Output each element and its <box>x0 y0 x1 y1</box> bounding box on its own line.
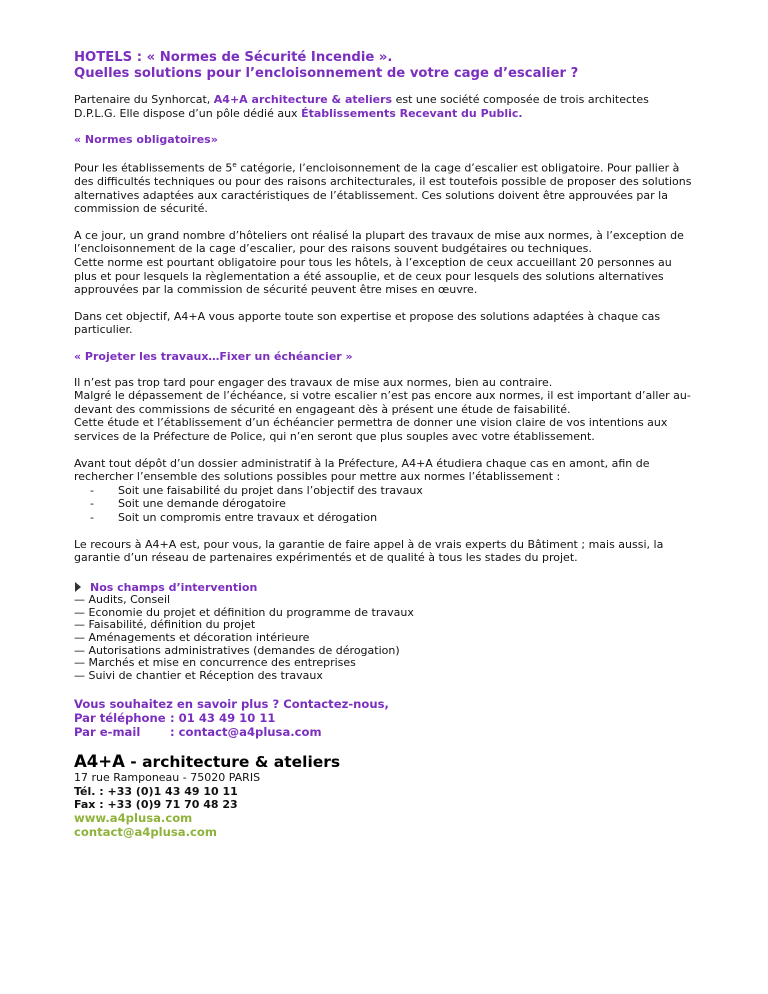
paragraph-line: des difficultés techniques ou pour des raisons architecturales, il est toutefois possible de proposer des solutions <box>74 175 692 189</box>
intro-text: D.P.L.G. Elle dispose d’un pôle dédié aux <box>74 106 302 120</box>
company-block <box>74 753 704 839</box>
paragraph-line: commission de sécurité. <box>74 202 208 216</box>
phone-value[interactable]: : 01 43 49 10 11 <box>170 711 276 726</box>
list-item: — Suivi de chantier et Réception des travaux <box>74 668 323 682</box>
list-item-text: Soit une faisabilité du projet dans l’objectif des travaux <box>118 483 423 497</box>
list-marker: - <box>90 510 94 524</box>
section-heading-normes: « Normes obligatoires» <box>74 133 218 147</box>
title-line-2: Quelles solutions pour l’encloisonnement de votre cage d’escalier ? <box>74 66 579 81</box>
paragraph-line: Malgré le dépassement de l’échéance, si votre escalier n’est pas encore aux normes, il est important d’aller au- <box>74 389 691 403</box>
paragraph-line: Il n’est pas trop tard pour engager des travaux de mise aux normes, bien au contraire. <box>74 375 553 389</box>
company-website-link[interactable]: www.a4plusa.com <box>74 811 193 826</box>
contact-cta: Vous souhaitez en savoir plus ? Contactez-nous, <box>74 697 389 712</box>
phone-label: Par téléphone <box>74 711 166 726</box>
paragraph-line: alternatives adaptées aux caractéristiques de l’établissement. Ces solutions doivent être approuvées par la <box>74 188 668 202</box>
company-logo-text: A4+A <box>74 752 125 772</box>
paragraph-line: l’encloisonnement de la cage d’escalier, pour des raisons souvent budgétaires ou techniques. <box>74 242 592 256</box>
document-title <box>74 50 704 82</box>
paragraph-line: Cette étude et l’établissement d’un échéancier permettra de donner une vision claire de vos intentions aux <box>74 416 668 430</box>
paragraph-line: Cette norme est pourtant obligatoire pour tous les hôtels, à l’exception de ceux accueillant 20 personnes au <box>74 256 672 269</box>
paragraph-line: A ce jour, un grand nombre d’hôteliers ont réalisé la plupart des travaux de mise aux normes, à l’exception de <box>74 228 684 242</box>
list-item: — Economie du projet et définition du programme de travaux <box>74 605 414 619</box>
intro-paragraph <box>74 93 704 120</box>
title-line-1: HOTELS : « Normes de Sécurité Incendie ». <box>74 50 393 65</box>
triangle-bullet-icon <box>75 582 81 592</box>
contact-phone-row <box>74 711 704 725</box>
list-item: — Autorisations administratives (demandes de dérogation) <box>74 643 400 657</box>
paragraph-line: Avant tout dépôt d’un dossier administratif à la Préfecture, A4+A étudiera chaque cas en amont, afin de <box>74 456 650 470</box>
paragraph-line: services de la Préfecture de Police, qui n’en seront que plus souples avec votre établissement. <box>74 429 595 443</box>
fields-section <box>74 581 704 683</box>
normes-paragraph-2 <box>74 229 704 297</box>
list-marker: - <box>90 483 94 497</box>
projeter-paragraph-3 <box>74 538 704 565</box>
list-item: — Marchés et mise en concurrence des entreprises <box>74 656 356 670</box>
paragraph-line: garantie d’un réseau de partenaires expérimentés et de qualité à tous les stades du projet. <box>74 551 578 565</box>
superscript: e <box>232 160 237 169</box>
paragraph-line: Dans cet objectif, A4+A vous apporte toute son expertise et propose des solutions adaptées à chaque cas <box>74 309 661 323</box>
list-item: — Aménagements et décoration intérieure <box>74 631 310 645</box>
company-tel: Tél. : +33 (0)1 43 49 10 11 <box>74 784 238 798</box>
erp-highlight: Établissements Recevant du Public. <box>301 106 523 120</box>
paragraph-text: Pour les établissements de 5 <box>74 161 233 175</box>
normes-paragraph-3 <box>74 310 704 337</box>
contact-block <box>74 697 704 739</box>
company-email-link[interactable]: contact@a4plusa.com <box>74 825 217 840</box>
fields-heading <box>74 581 704 595</box>
list-item: — Faisabilité, définition du projet <box>74 618 256 632</box>
list-item <box>74 511 704 525</box>
intro-text: Partenaire du Synhorcat, <box>74 93 214 106</box>
options-list <box>74 484 704 525</box>
paragraph-line: approuvées par la commission de sécurité peuvent être mises en œuvre. <box>74 283 478 297</box>
company-fax: Fax : +33 (0)9 71 70 48 23 <box>74 797 238 811</box>
fields-heading-text: Nos champs d’intervention <box>90 580 258 594</box>
document-content <box>74 50 704 840</box>
list-item-text: Soit une demande dérogatoire <box>118 497 286 511</box>
email-value[interactable]: : contact@a4plusa.com <box>170 725 322 740</box>
company-name <box>74 753 704 771</box>
paragraph-text: catégorie, l’encloisonnement de la cage d’escalier est obligatoire. Pour pallier à <box>236 161 680 175</box>
paragraph-line: plus et pour lesquels la règlementation a été assouplie, et de ceux pour lesquels des solutions alternatives <box>74 269 664 283</box>
projeter-paragraph-2 <box>74 457 704 525</box>
company-highlight: A4+A architecture & ateliers <box>213 93 393 106</box>
paragraph-line: particulier. <box>74 323 133 337</box>
company-address: 17 rue Ramponeau - 75020 PARIS <box>74 771 261 785</box>
list-item <box>74 484 704 498</box>
email-label: Par e-mail <box>74 725 141 740</box>
contact-email-row <box>74 725 704 739</box>
paragraph-line: rechercher l’ensemble des solutions possibles pour mettre aux normes l’établissement : <box>74 470 561 484</box>
list-item: — Audits, Conseil <box>74 593 171 607</box>
company-name-rest: - architecture & ateliers <box>124 753 341 772</box>
list-item-text: Soit un compromis entre travaux et dérogation <box>118 510 378 524</box>
list-marker: - <box>90 497 94 511</box>
paragraph-line: devant des commissions de sécurité en engageant dès à présent une étude de faisabilité. <box>74 402 571 416</box>
fields-list <box>74 594 704 682</box>
normes-paragraph-1 <box>74 159 704 216</box>
list-item <box>74 497 704 511</box>
projeter-paragraph-1 <box>74 376 704 444</box>
paragraph-line: Le recours à A4+A est, pour vous, la garantie de faire appel à de vrais experts du Bâtiment ; mais aussi, la <box>74 537 664 551</box>
section-heading-projeter: « Projeter les travaux…Fixer un échéancier » <box>74 349 353 363</box>
intro-text: est une société composée de trois architectes <box>392 93 649 106</box>
